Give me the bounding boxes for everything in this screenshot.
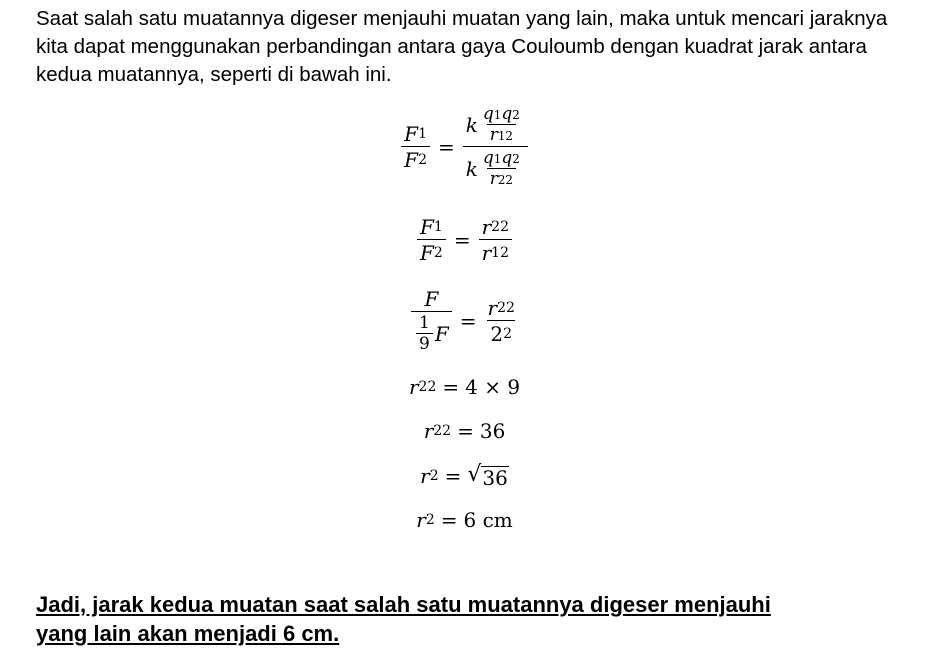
symbol-k: k <box>465 113 478 137</box>
symbol-q: q <box>501 148 513 168</box>
sqrt-symbol: √ <box>467 462 482 487</box>
rhs-value: 36 <box>479 419 506 443</box>
symbol-r: r <box>408 375 419 399</box>
rhs-value: 4 × 9 <box>465 375 521 399</box>
inner-fraction-r1: q 1 q 2 r 1 2 <box>482 104 520 145</box>
symbol-F: F <box>420 215 434 239</box>
equation-coulomb-ratio <box>0 101 929 193</box>
symbol-q: q <box>501 104 513 124</box>
conclusion <box>36 590 896 648</box>
symbol-r: r <box>420 464 430 488</box>
equation-r2-squared-value: r 2 2 = 36 <box>423 419 506 443</box>
numerator: 1 <box>419 313 430 333</box>
equation-force-distance <box>0 208 929 272</box>
lhs-fraction: F 1 F 2 <box>417 217 446 263</box>
equals-sign: = <box>440 508 458 532</box>
equation-substitution <box>0 283 929 359</box>
denominator: 9 <box>416 333 433 353</box>
square-root <box>467 464 508 488</box>
symbol-r: r <box>489 125 498 145</box>
rhs-big-fraction <box>463 106 528 188</box>
number: 2 <box>490 322 504 346</box>
symbol-q: q <box>482 104 494 124</box>
symbol-F: F <box>404 148 419 172</box>
equation-r2-sqrt: r 2 = √ 36 <box>420 462 508 490</box>
equation-r2-squared-product: r 2 2 = 4 × 9 <box>408 375 521 399</box>
symbol-F: F <box>434 322 449 346</box>
equals-sign: = <box>457 419 474 443</box>
symbol-F: F <box>420 241 434 265</box>
symbol-r: r <box>423 419 434 443</box>
equals-sign: = <box>459 309 477 333</box>
intro-paragraph: Saat salah satu muatannya digeser menjauhi muatan yang lain, maka untuk mencari jaraknya kita dapat menggunakan perbandingan antara gaya Couloumb dengan kuadrat jarak antara kedua muatannya, seperti di bawah ini. <box>36 7 888 86</box>
equals-sign: = <box>444 464 462 488</box>
symbol-r: r <box>481 241 492 265</box>
symbol-r: r <box>416 508 426 532</box>
inner-fraction-r2: q 1 q 2 r 2 2 <box>482 148 520 189</box>
symbol-r: r <box>487 296 498 320</box>
symbol-F: F <box>424 287 439 311</box>
rhs-fraction: r 2 2 2 2 <box>487 296 515 346</box>
rhs-value: 6 cm <box>463 508 513 532</box>
symbol-r: r <box>489 169 498 189</box>
rhs-fraction: r 2 2 r 1 2 <box>479 217 512 263</box>
equals-sign: = <box>437 135 455 159</box>
symbol-q: q <box>482 148 494 168</box>
symbol-r: r <box>481 215 492 239</box>
conclusion-line-1: Jadi, jarak kedua muatan saat salah satu muatannya digeser menjauhi <box>36 592 771 617</box>
equals-sign: = <box>453 228 471 252</box>
lhs-fraction <box>411 289 452 353</box>
sqrt-argument: 36 <box>482 466 508 490</box>
equals-sign: = <box>442 375 460 399</box>
symbol-F: F <box>404 122 419 146</box>
conclusion-line-2: yang lain akan menjadi 6 cm. <box>36 621 340 646</box>
one-ninth-fraction <box>416 315 433 353</box>
lhs-fraction: F 1 F 2 <box>401 124 430 170</box>
symbol-k: k <box>465 157 478 181</box>
equation-r2-result: r 2 = 6 cm <box>416 508 513 532</box>
